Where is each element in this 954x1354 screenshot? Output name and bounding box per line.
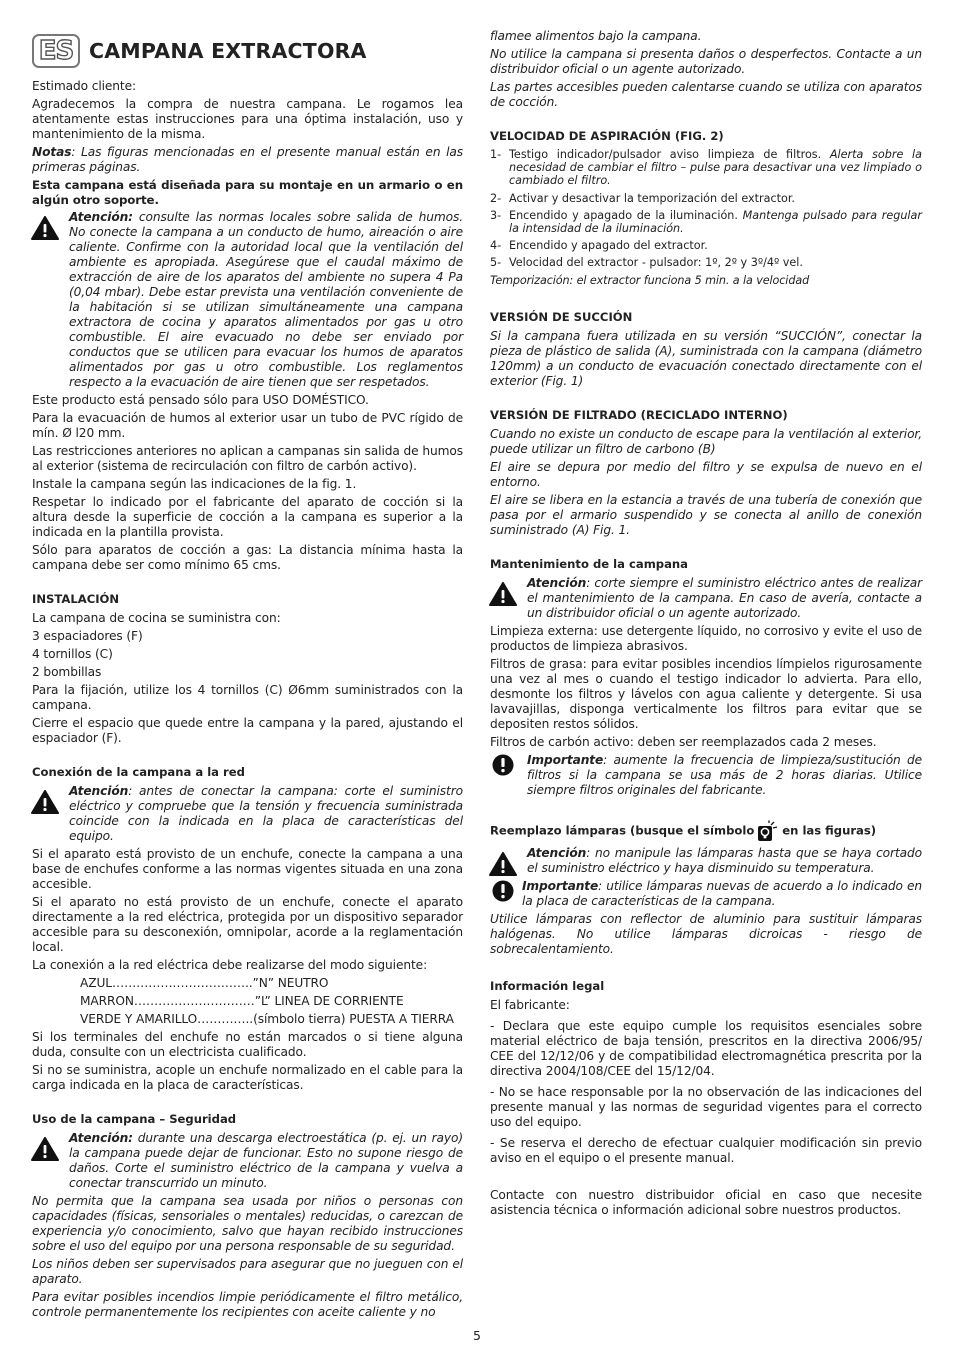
control-steps-list [490, 148, 922, 270]
attention-ventilation [32, 210, 463, 390]
header [32, 34, 367, 68]
timer-note: Temporización: el extractor funciona 5 min. a la velocidad [490, 273, 810, 287]
supplied-item: 3 espaciadores (F) [32, 629, 143, 643]
speed-heading: VELOCIDAD DE ASPIRACIÓN (FIG. 2) [490, 129, 724, 143]
legal-liability: - No se hace responsable por la no observación de las indicaciones del presente manual y las normas de seguridad vigentes para el correcto uso del equipo. [490, 1084, 922, 1129]
step-text: Encendido y apagado del extractor. [509, 239, 708, 253]
step-text: Activar y desactivar la temporización del extractor. [509, 191, 795, 205]
wire-neutral: AZUL……………………………..”N” NEUTRO [80, 976, 329, 990]
exclamation-circle-icon [492, 754, 514, 776]
step-text: Velocidad del extractor - pulsador: 1º, 2º y 3º/4º vel. [509, 256, 803, 270]
attention-lamps [490, 846, 922, 876]
step-number: 5- [490, 256, 502, 270]
lamp-symbol-icon [757, 820, 779, 842]
reflector-paragraph: Utilice lámparas con reflector de aluminio para sustituir lámparas halógenas. No utilice lámparas dicroicas - riesgo de sobrecalentamiento. [490, 911, 922, 956]
step-text: Encendido y apagado de la iluminación. [509, 208, 743, 222]
control-step [490, 256, 922, 269]
attention-text: : no manipule las lámparas hasta que se haya cortado el suministro eléctrico y haya disminuido su temperatura. [527, 845, 922, 875]
control-step [490, 209, 922, 235]
page-title: CAMPANA EXTRACTORA [89, 38, 367, 63]
terminals-paragraph: Si los terminales del enchufe no están marcados o si tiene alguna duda, consulte con un electricista cualificado. [32, 1030, 463, 1059]
lamp-heading: Reemplazo lámparas (busque el símbolo en las figuras) [490, 820, 922, 842]
notes-text: : Las figuras mencionadas en el presente manual están en las primeras páginas. [32, 145, 463, 174]
warning-triangle-icon [31, 1137, 59, 1161]
attention-maintenance [490, 576, 922, 621]
children-paragraph: No permita que la campana sea usada por niños o personas con capacidades (físicas, sensoriales o mentales) reducidas, o carezcan de experiencia y/o conocimiento, salvo que hayan recibido instrucciones sobre el uso del equipo por una persona responsable de su seguridad. [32, 1194, 463, 1253]
close-gap-paragraph: Cierre el espacio que quede entre la campana y la pared, ajustando el espaciador (F). [32, 716, 463, 745]
important-text: : aumente la frecuencia de limpieza/sustitución de filtros si la campana se usa más de 2 horas diarias. Utilice siempre filtros originales del fabricante. [527, 752, 922, 797]
filter-paragraph: El aire se libera en la estancia a través de una tubería de conexión que pasa por el armario suspendido y se conecta al anillo de conexión suministrado (A) Fig. 1. [490, 492, 922, 537]
filter-heading: VERSIÓN DE FILTRADO (RECICLADO INTERNO) [490, 407, 788, 422]
supplied-item: 2 bombillas [32, 665, 102, 679]
respect-height: Respetar lo indicado por el fabricante del aparato de cocción si la altura desde la superficie de cocción a la campana es superior a la indicada en la plantilla provista. [32, 495, 463, 539]
warning-triangle-icon [31, 790, 59, 814]
plug-yes: Si el aparato está provisto de un enchufe, conecte la campana a una base de enchufes conforme a las normas vigentes situada en una zona accesible. [32, 847, 463, 891]
damage-paragraph: No utilice la campana si presenta daños o desperfectos. Contacte a un distribuidor oficial o un agente autorizado. [490, 47, 922, 76]
plug-no: Si el aparato no está provisto de un enchufe, conecte el aparato directamente a la red eléctrica, protegida por un dispositivo separador accesible para su desconexión, omnipolar, acorde a la reglamentación local. [32, 895, 463, 954]
wire-live: MARRON…………………………”L” LINEA DE CORRIENTE [80, 994, 404, 1008]
important-text: : utilice lámparas nuevas de acuerdo a lo indicado en la placa de características de la campana. [522, 878, 922, 908]
fire-prevention: Para evitar posibles incendios limpie periódicamente el filtro metálico, controle permanentemente los recipientes con aceite caliente y no [32, 1290, 463, 1319]
right-column [490, 29, 922, 1221]
gas-distance: Sólo para aparatos de cocción a gas: La distancia mínima hasta la campana debe ser como mínimo 65 cms. [32, 543, 463, 572]
hot-parts-paragraph: Las partes accesibles pueden calentarse cuando se utiliza con aparatos de cocción. [490, 80, 922, 109]
step-number: 4- [490, 239, 502, 253]
domestic-use: Este producto está pensado sólo para USO DOMÉSTICO. [32, 393, 369, 407]
page-number: 5 [473, 1328, 481, 1343]
use-safety-heading: Uso de la campana – Seguridad [32, 1112, 237, 1126]
step-number: 3- [490, 208, 502, 222]
control-step [490, 148, 922, 188]
important-filters [490, 753, 922, 798]
attention-label: Atención: [69, 1131, 133, 1145]
maintenance-heading: Mantenimiento de la campana [490, 556, 688, 571]
filter-paragraph: El aire se depura por medio del filtro y se expulsa de nuevo en el entorno. [490, 459, 922, 489]
restrictions: Las restricciones anteriores no aplican a campanas sin salida de humos al exterior (sistema de recirculación con filtro de carbón activo). [32, 444, 463, 473]
wire-earth: VERDE Y AMARILLO…………..(símbolo tierra) PUESTA A TIERRA [80, 1012, 454, 1026]
fixing-paragraph: Para la fijación, utilize los 4 tornillos (C) Ø6mm suministrados con la campana. [32, 683, 463, 712]
notes-label: Notas [32, 145, 72, 159]
important-label: Importante [527, 752, 604, 767]
installation-heading: INSTALACIÓN [32, 592, 120, 606]
important-label: Importante [522, 878, 599, 893]
control-step [490, 192, 922, 205]
attention-text: durante una descarga electroestática (p. ej. un rayo) la campana puede dejar de funcionar. Esto no supone riesgo de daños. Corte el suministro eléctrico de la campana y vuelva a conectar transcurrido un minuto. [69, 1131, 463, 1190]
install-fig: Instale la campana según las indicaciones de la fig. 1. [32, 477, 357, 491]
attention-label: Atención [527, 845, 587, 860]
attention-text: : antes de conectar la campana: corte el suministro eléctrico y compruebe que la tensión y frecuencia suministrada coincide con la indicada en la placa de características del equipo. [69, 784, 463, 843]
manufacturer-label: El fabricante: [490, 997, 570, 1012]
step-number: 1- [490, 148, 502, 161]
language-badge: ES [32, 34, 80, 68]
warning-triangle-icon [31, 216, 59, 240]
pvc-tube: Para la evacuación de humos al exterior usar un tubo de PVC rígido de mín. Ø l20 mm. [32, 411, 463, 440]
contact-paragraph: Contacte con nuestro distribuidor oficial en caso que necesite asistencia técnica o información adicional sobre nuestros productos. [490, 1187, 922, 1217]
supplied-with: La campana de cocina se suministra con: [32, 611, 281, 625]
suction-heading: VERSIÓN DE SUCCIÓN [490, 309, 633, 324]
connection-mode: La conexión a la red eléctrica debe realizarse del modo siguiente: [32, 958, 428, 972]
connection-heading: Conexión de la campana a la red [32, 765, 245, 779]
external-cleaning: Limpieza externa: use detergente líquido, no corrosivo y evite el uso de productos de limpieza abrasivos. [490, 623, 922, 653]
legal-heading: Información legal [490, 978, 605, 993]
grease-filters: Filtros de grasa: para evitar posibles incendios límpielos rigurosamente una vez al mes o cuando el testigo indicador lo advierta. Para ello, desmonte los filtros y lávelos con agua caliente y detergente. Si usa lavavajillas, disponga verticalmente los filtros para evitar que se depositen restos sólidos. [490, 656, 922, 731]
step-note: Alerta sobre la necesidad de cambiar el filtro – pulse para desactivar una vez limpiado o cambiado el filtro. [509, 148, 922, 188]
attention-label: Atención [527, 575, 587, 590]
no-plug-supplied: Si no se suministra, acople un enchufe normalizado en el cable para la carga indicada en la placa de características. [32, 1063, 463, 1092]
intro-paragraph: Agradecemos la compra de nuestra campana. Le rogamos lea atentamente estas instrucciones para una óptima instalación, uso y mantenimiento de la misma. [32, 97, 463, 141]
attention-label: Atención [69, 784, 129, 798]
mount-heading: Esta campana está diseñada para su montaje en un armario o en algún otro soporte. [32, 178, 463, 207]
warning-triangle-icon [489, 852, 517, 876]
attention-text: consulte las normas locales sobre salida de humos. No conecte la campana a un conducto de humo, aireación o aire caliente. Confirme con la autoridad local que la ventilación del ambiente es apropiada. Asegúrese que el caudal máximo de extracción de aire de los aparatos del ambiente no supera 4 Pa (0,04 mbar). Debe estar prevista una ventilación conveniente de la habitación si se utilizan simultáneamente una campana extractora de cocina y aparatos alimentados por gas u otro combustible. El aire evacuado no debe ser enviado por conductos que se utilicen para evacuar los humos de aparatos alimentados por gas u otro combustible. Los reglamentos respecto a la evacuación de aire tienen que ser respetados. [69, 210, 463, 389]
exclamation-circle-icon [492, 880, 514, 902]
fire-continuation: flamee alimentos bajo la campana. [490, 29, 702, 43]
suction-text: Si la campana fuera utilizada en su versión “SUCCIÓN”, conectar la pieza de plástico de salida (A), suministrada con la campana (diámetro 120mm) a un conducto de evacuación conectado directamente con el exterior (Fig. 1) [490, 328, 922, 388]
supplied-item: 4 tornillos (C) [32, 647, 113, 661]
children-supervision: Los niños deben ser supervisados para asegurar que no jueguen con el aparato. [32, 1257, 463, 1286]
attention-electrostatic [32, 1131, 463, 1191]
legal-declaration: - Declara que este equipo cumple los requisitos esenciales sobre material eléctrico de baja tensión, prescritos en la directiva 2006/95/ CEE del 12/12/06 y de compatibilidad electromagnética prescrita por la directiva 2004/108/CEE del 15/12/04. [490, 1018, 922, 1078]
filter-paragraph: Cuando no existe un conducto de escape para la ventilación al exterior, puede utilizar un filtro de carbono (B) [490, 426, 922, 456]
legal-modification: - Se reserva el derecho de efectuar cualquier modificación sin previo aviso en el equipo o el presente manual. [490, 1135, 922, 1165]
left-column [32, 79, 463, 1323]
carbon-filters: Filtros de carbón activo: deben ser reemplazados cada 2 meses. [490, 734, 877, 749]
important-lamps [490, 879, 922, 909]
attention-label: Atención: [69, 210, 133, 224]
attention-connection [32, 784, 463, 844]
notes-paragraph [32, 145, 463, 175]
control-step [490, 239, 922, 252]
attention-text: : corte siempre el suministro eléctrico antes de realizar el mantenimiento de la campana. En caso de avería, contacte a un distribuidor oficial o un agente autorizado. [527, 575, 922, 620]
greeting: Estimado cliente: [32, 79, 137, 93]
step-note: Mantenga pulsado para regular la intensidad de la iluminación. [509, 208, 922, 236]
step-number: 2- [490, 191, 502, 205]
warning-triangle-icon [489, 582, 517, 606]
step-text: Testigo indicador/pulsador aviso limpieza de filtros. [509, 148, 830, 161]
